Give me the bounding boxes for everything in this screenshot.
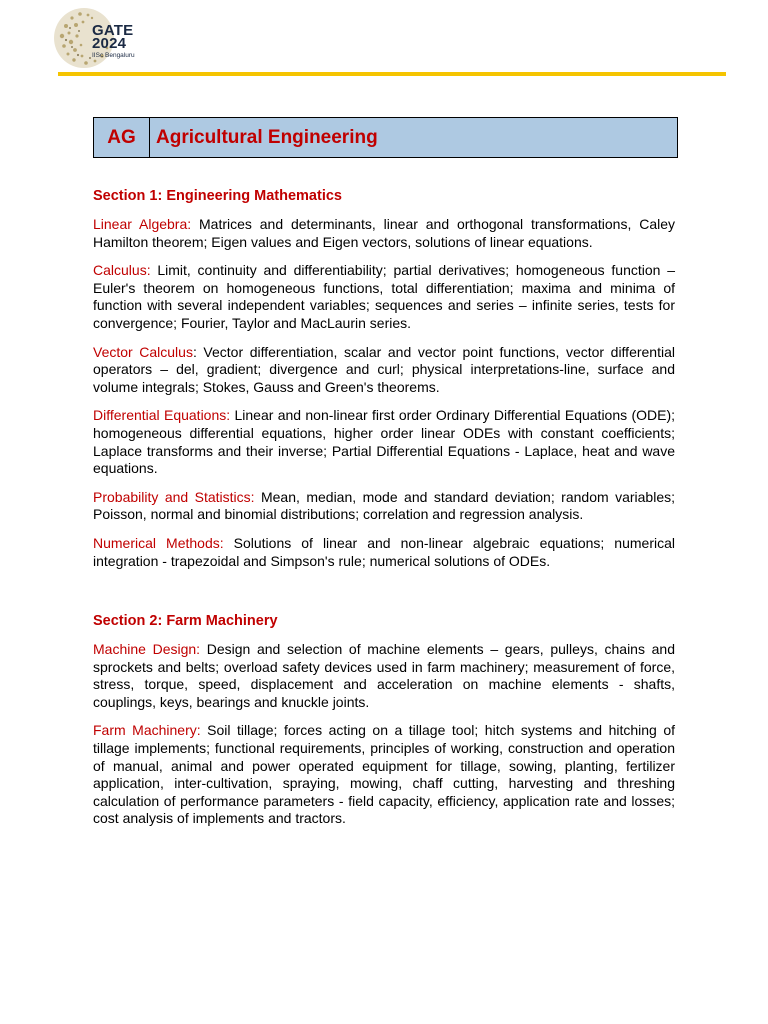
topic-label: Probability and Statistics: xyxy=(93,488,255,505)
topic-label: Linear Algebra: xyxy=(93,216,192,232)
topic-text: Solutions of linear and non-linear algebraic equations; numerical integration - trapezoidal and Simpson's rule; numerical solutions of ODEs. xyxy=(93,534,675,569)
topic-linear-algebra xyxy=(93,216,675,251)
logo-title-line2: 2024 xyxy=(92,35,127,52)
topic-probability-statistics xyxy=(93,489,675,524)
topic-label: Farm Machinery: xyxy=(93,722,201,739)
topic-text: Matrices and determinants, linear and orthogonal transformations, Caley Hamilton theorem; Eigen values and Eigen vectors, solutions of linear equations. xyxy=(93,216,676,250)
section-spacer xyxy=(93,581,675,612)
syllabus-content xyxy=(93,187,675,839)
topic-label: Machine Design: xyxy=(93,641,201,658)
topic-machine-design xyxy=(93,641,675,711)
logo-subtitle: IISc Bengaluru xyxy=(92,52,135,59)
topic-differential-equations xyxy=(93,407,675,477)
topic-farm-machinery xyxy=(93,722,675,828)
topic-label: Vector Calculus xyxy=(93,343,193,360)
topic-text: Linear and non-linear first order Ordinary Differential Equations (ODE); homogeneous differential equations, higher order linear ODEs with constant coefficients; Laplace transforms and their inverse; Partial Differential Equations - Laplace, heat and wave equations. xyxy=(93,407,675,477)
paper-name: Agricultural Engineering xyxy=(156,126,378,148)
section-1-heading: Section 1: Engineering Mathematics xyxy=(93,188,342,204)
topic-text: Soil tillage; forces acting on a tillage tool; hitch systems and hitching of tillage implements; functional requirements, principles of working, construction and operation of manual, animal and power operated equipment for tillage, sowing, planting, fertilizer application, inter-cultivation, spraying, mowing, chaff cutting, harvesting and threshing calculation of performance parameters - field capacity, efficiency, application rate and losses; cost analysis of implements and tractors. xyxy=(93,722,675,827)
topic-numerical-methods xyxy=(93,535,675,570)
logo-title-line1: GATE xyxy=(92,22,134,39)
topic-label: Differential Equations: xyxy=(93,407,231,424)
topic-label: Calculus: xyxy=(93,262,151,279)
gate-2024-logo xyxy=(52,6,152,70)
topic-label: Numerical Methods: xyxy=(93,534,224,551)
topic-text: Mean, median, mode and standard deviation; random variables; Poisson, normal and binomial distributions; correlation and regression analysis. xyxy=(93,488,676,523)
topic-vector-calculus xyxy=(93,344,675,397)
section-2-heading: Section 2: Farm Machinery xyxy=(93,613,278,630)
topic-text: Design and selection of machine elements – gears, pulleys, chains and sprockets and belts; overload safety devices used in farm machinery; measurement of force, stress, torque, speed, displacement and acceleration on machine elements - shafts, couplings, keys, bearings and knuckle joints. xyxy=(93,641,675,710)
logo-title xyxy=(92,24,133,50)
topic-calculus xyxy=(93,262,675,332)
topic-text: Limit, continuity and differentiability; partial derivatives; homogeneous function – Euler's theorem on homogeneous functions, total differentiation; maxima and minima of function with several independent variables; sequences and series – infinite series, tests for convergence; Fourier, Taylor and MacLaurin series. xyxy=(93,262,675,331)
header-rule xyxy=(58,72,726,76)
paper-code: AG xyxy=(94,118,150,157)
paper-title-box xyxy=(93,117,678,158)
topic-text: : Vector differentiation, scalar and vector point functions, vector differential operators – del, gradient; divergence and curl; physical interpretations-line, surface and volume integrals; Stokes, Gauss and Green's theorems. xyxy=(93,343,675,395)
